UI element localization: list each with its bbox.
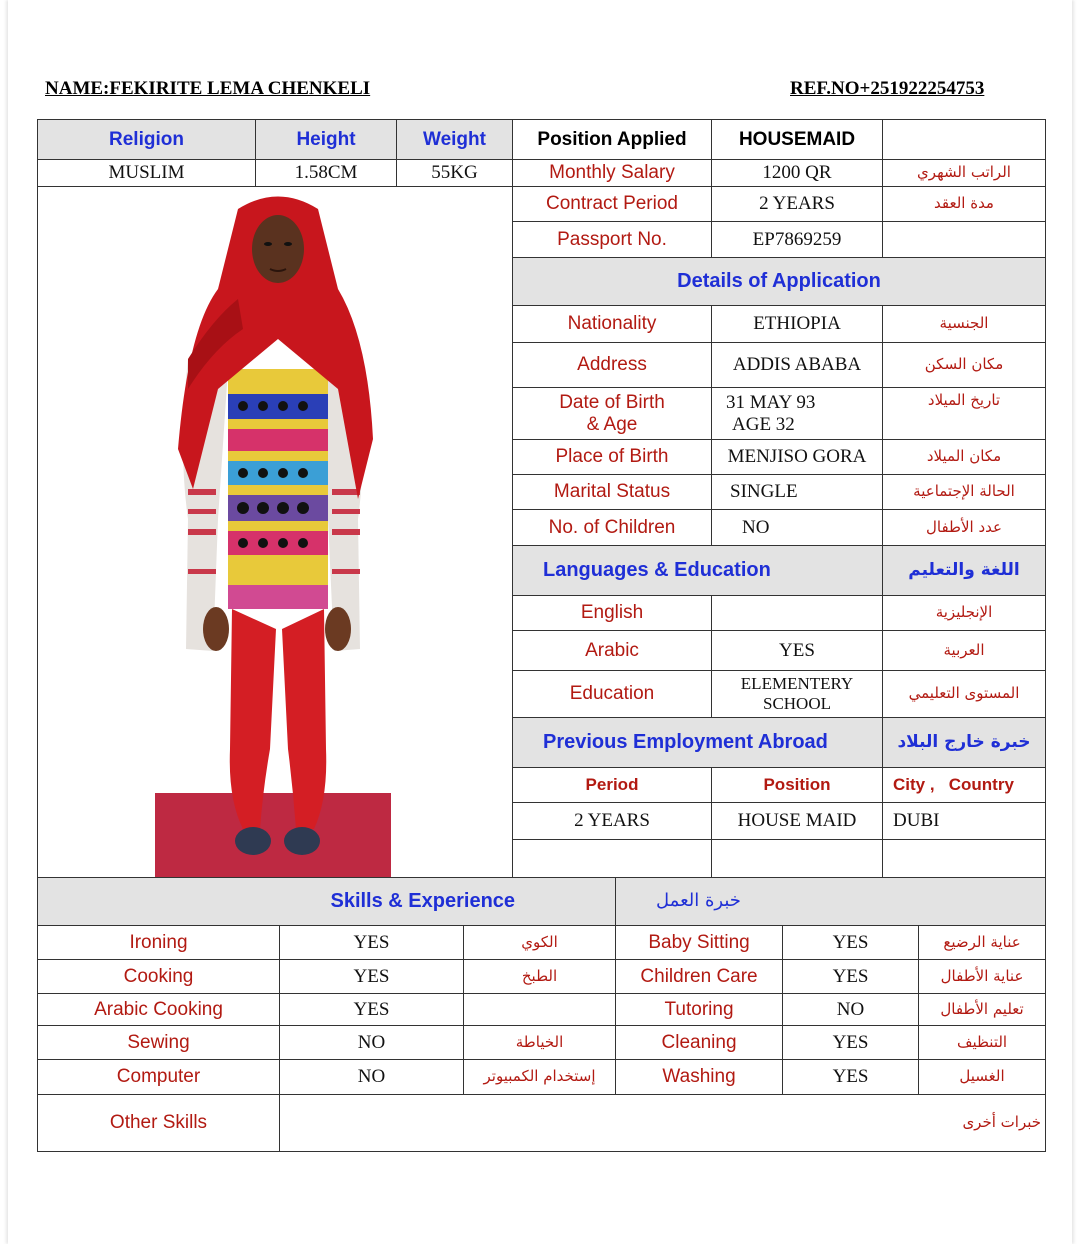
empty-cell (513, 840, 712, 880)
skill-sewing-label: Sewing (38, 1026, 280, 1060)
reference-number: REF.NO+251922254753 (790, 78, 985, 99)
dob-label (513, 388, 712, 440)
employment-city: DUBI (883, 803, 1046, 840)
weight-value: 55KG (397, 160, 513, 187)
children-value: NO (712, 510, 883, 546)
salary-value: 1200 QR (712, 160, 883, 187)
employment-title-arabic: خبرة خارج البلاد (883, 718, 1046, 768)
arabic-value: YES (712, 631, 883, 671)
employment-position: HOUSE MAID (712, 803, 883, 840)
languages-title-arabic: اللغة والتعليم (883, 546, 1046, 596)
dob-arabic: تاريخ الميلاد (883, 388, 1046, 440)
skills-title: Skills & Experience (38, 878, 616, 926)
english-value (712, 596, 883, 631)
skill-cleaning-value: YES (783, 1026, 919, 1060)
education-arabic: المستوى التعليمي (883, 671, 1046, 718)
religion-label: Religion (38, 120, 256, 160)
skill-cleaning-arabic: التنظيف (919, 1026, 1046, 1060)
position-label: Position Applied (513, 120, 712, 160)
skill-computer-value: NO (280, 1060, 464, 1095)
skills-title-arabic (616, 878, 1046, 926)
empty-cell (883, 840, 1046, 880)
empty-cell (712, 840, 883, 880)
candidate-name: NAME:FEKIRITE LEMA CHENKELI (45, 78, 371, 99)
skill-cooking-arabic: الطبخ (464, 960, 616, 994)
arabic-label: Arabic (513, 631, 712, 671)
address-label: Address (513, 343, 712, 388)
english-label: English (513, 596, 712, 631)
salary-arabic: الراتب الشهري (883, 160, 1046, 187)
contract-label: Contract Period (513, 187, 712, 222)
children-label: No. of Children (513, 510, 712, 546)
skill-babysitting-label: Baby Sitting (616, 926, 783, 960)
skill-arabic-cooking-arabic (464, 994, 616, 1026)
skill-babysitting-arabic: عناية الرضيع (919, 926, 1046, 960)
skill-ironing-label: Ironing (38, 926, 280, 960)
dob-date: 31 MAY 93 (726, 391, 816, 413)
skill-cleaning-label: Cleaning (616, 1026, 783, 1060)
country-header: Country (948, 775, 1014, 795)
skill-tutoring-value: NO (783, 994, 919, 1026)
skill-childcare-label: Children Care (616, 960, 783, 994)
languages-title: Languages & Education (513, 546, 883, 596)
nationality-arabic: الجنسية (883, 306, 1046, 343)
education-label: Education (513, 671, 712, 718)
employment-period: 2 YEARS (513, 803, 712, 840)
birthplace-arabic: مكان الميلاد (883, 440, 1046, 475)
skills-title-arabic-text: خبرة العمل (656, 890, 741, 912)
skill-sewing-value: NO (280, 1026, 464, 1060)
skill-arabic-cooking-label: Arabic Cooking (38, 994, 280, 1026)
religion-value: MUSLIM (38, 160, 256, 187)
address-value: ADDIS ABABA (712, 343, 883, 388)
photo-cell (38, 187, 513, 880)
weight-label: Weight (397, 120, 513, 160)
salary-label: Monthly Salary (513, 160, 712, 187)
employment-title: Previous Employment Abroad (513, 718, 883, 768)
birthplace-label: Place of Birth (513, 440, 712, 475)
skill-tutoring-label: Tutoring (616, 994, 783, 1026)
skill-childcare-value: YES (783, 960, 919, 994)
city-country-header (883, 768, 1046, 803)
main-info-table (37, 119, 1046, 880)
height-value: 1.58CM (256, 160, 397, 187)
position-value: HOUSEMAID (712, 120, 883, 160)
dob-value (712, 388, 883, 440)
nationality-label: Nationality (513, 306, 712, 343)
skill-tutoring-arabic: تعليم الأطفال (919, 994, 1046, 1026)
other-skills-arabic: خبرات أخرى (962, 1113, 1042, 1132)
children-arabic: عدد الأطفال (883, 510, 1046, 546)
height-label: Height (256, 120, 397, 160)
candidate-photo (38, 189, 513, 879)
empty-cell (883, 120, 1046, 160)
skill-cooking-label: Cooking (38, 960, 280, 994)
birthplace-value: MENJISO GORA (712, 440, 883, 475)
skill-computer-label: Computer (38, 1060, 280, 1095)
marital-label: Marital Status (513, 475, 712, 510)
skill-arabic-cooking-value: YES (280, 994, 464, 1026)
marital-arabic: الحالة الإجتماعية (883, 475, 1046, 510)
position-header: Position (712, 768, 883, 803)
dob-label-line1: Date of Birth (559, 391, 665, 413)
skill-washing-arabic: الغسيل (919, 1060, 1046, 1095)
skill-sewing-arabic: الخياطة (464, 1026, 616, 1060)
contract-value: 2 YEARS (712, 187, 883, 222)
education-value-line2: SCHOOL (762, 694, 831, 713)
address-arabic: مكان السكن (883, 343, 1046, 388)
empty-cell (883, 222, 1046, 258)
education-value-line1: ELEMENTERY (740, 674, 854, 694)
skills-table (37, 877, 1046, 1152)
skill-washing-label: Washing (616, 1060, 783, 1095)
period-header: Period (513, 768, 712, 803)
city-header: City , (893, 775, 935, 795)
dob-label-line2: & Age (586, 413, 638, 435)
details-title: Details of Application (513, 258, 1046, 306)
passport-label: Passport No. (513, 222, 712, 258)
other-skills-cell (280, 1095, 1046, 1152)
nationality-value: ETHIOPIA (712, 306, 883, 343)
skill-ironing-value: YES (280, 926, 464, 960)
skill-washing-value: YES (783, 1060, 919, 1095)
passport-value: EP7869259 (712, 222, 883, 258)
arabic-arabic: العربية (883, 631, 1046, 671)
dob-age: AGE 32 (732, 413, 795, 435)
skill-cooking-value: YES (280, 960, 464, 994)
education-value (712, 671, 883, 718)
other-skills-label: Other Skills (38, 1095, 280, 1152)
skill-babysitting-value: YES (783, 926, 919, 960)
skill-computer-arabic: إستخدام الكمبيوتر (464, 1060, 616, 1095)
contract-arabic: مدة العقد (883, 187, 1046, 222)
skill-ironing-arabic: الكوي (464, 926, 616, 960)
skill-childcare-arabic: عناية الأطفال (919, 960, 1046, 994)
english-arabic: الإنجليزية (883, 596, 1046, 631)
marital-value: SINGLE (712, 475, 883, 510)
